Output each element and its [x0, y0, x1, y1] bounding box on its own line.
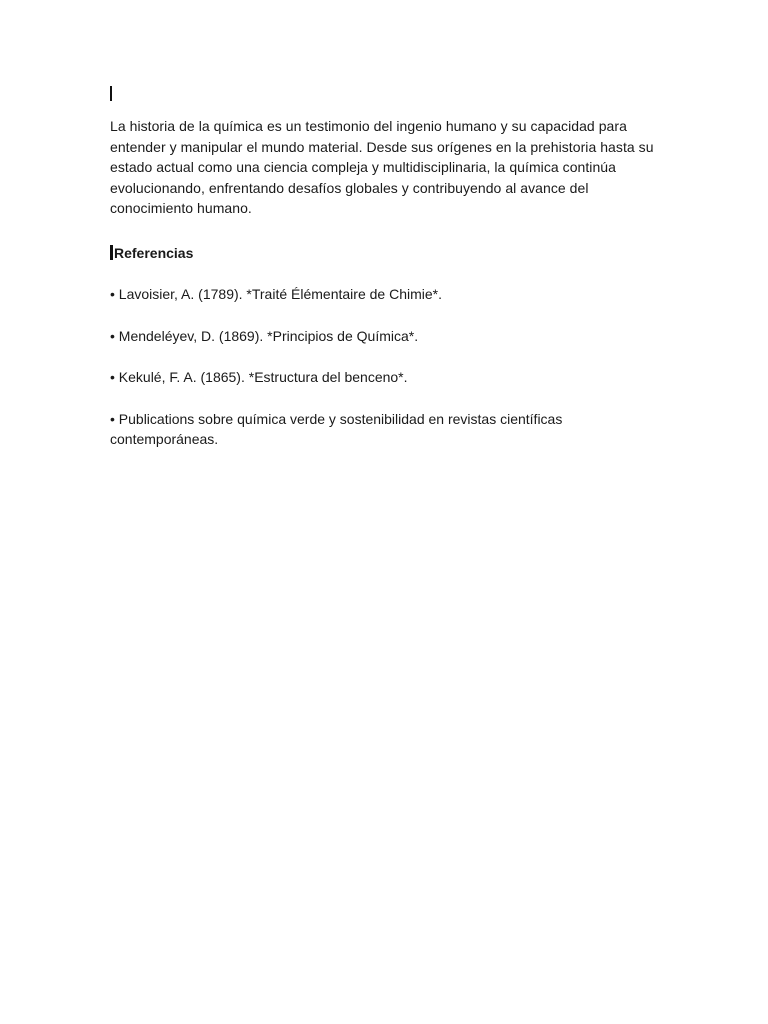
references-heading: [110, 243, 662, 263]
conclusion-paragraph: La historia de la química es un testimonio del ingenio humano y su capacidad para entender y manipular el mundo material. Desde sus orígenes en la prehistoria hasta su estado actual como una ciencia compleja y multidisciplinaria, la química continúa evolucionando, enfrentando desafíos globales y contribuyendo al avance del conocimiento humano.: [110, 118, 654, 217]
text-cursor-marker: [110, 86, 112, 101]
reference-item: • Kekulé, F. A. (1865). *Estructura del benceno*.: [110, 369, 408, 386]
document-page: [110, 86, 662, 471]
reference-item: • Mendeléyev, D. (1869). *Principios de Química*.: [110, 327, 419, 344]
reference-item: • Publications sobre química verde y sostenibilidad en revistas científicas contemporáneas.: [110, 410, 563, 448]
references-list: [110, 284, 662, 450]
references-heading-text: Referencias: [114, 244, 194, 261]
reference-item: • Lavoisier, A. (1789). *Traité Élémentaire de Chimie*.: [110, 285, 442, 302]
heading-bar-marker: [110, 245, 113, 260]
